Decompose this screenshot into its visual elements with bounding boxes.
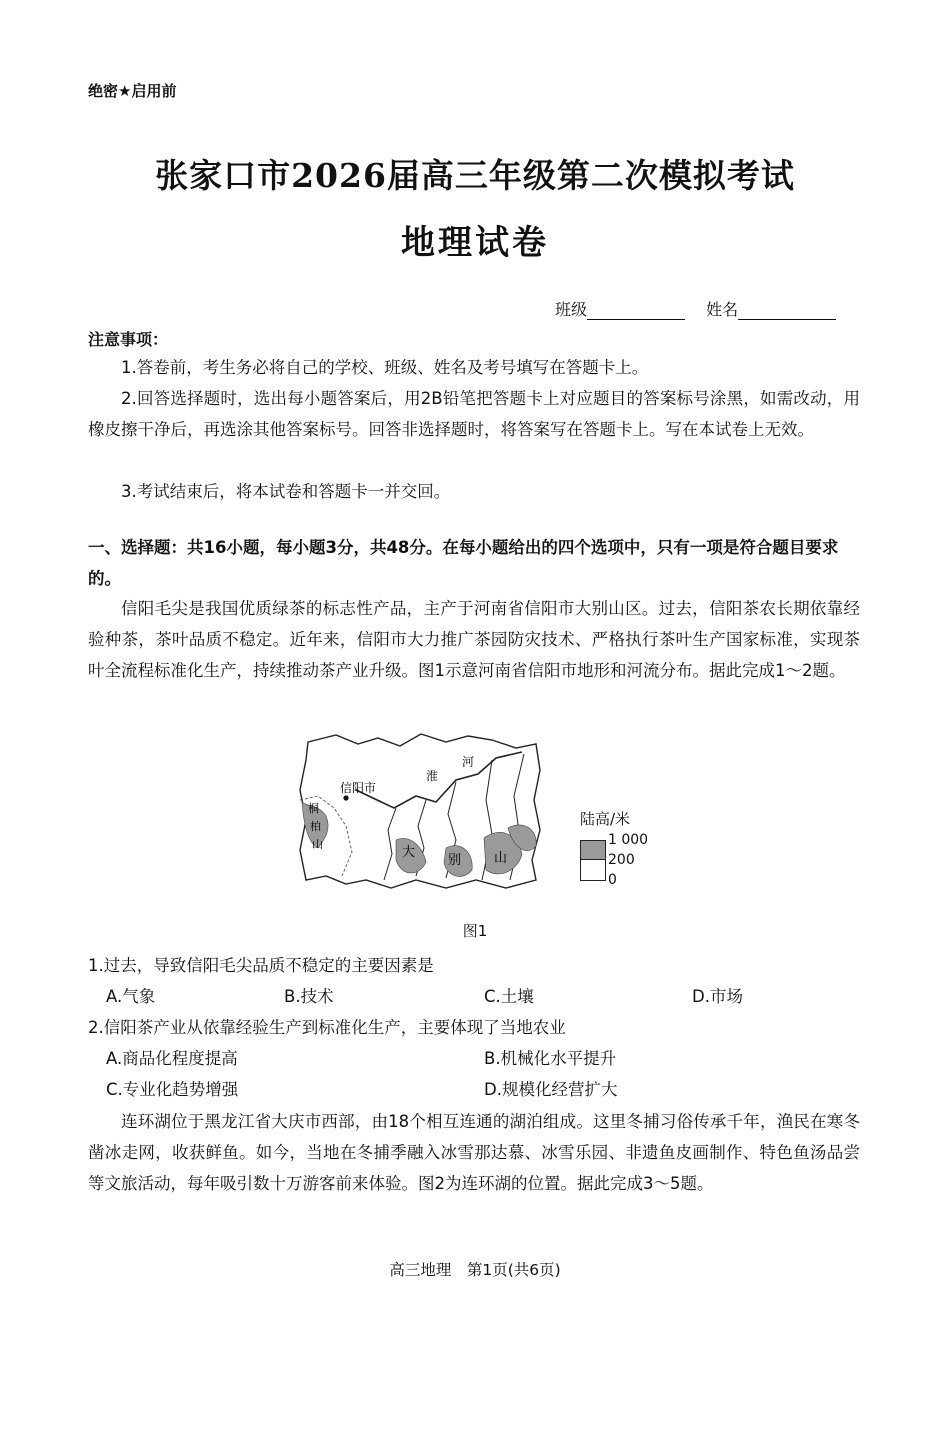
passage-1: 信阳毛尖是我国优质绿茶的标志性产品，主产于河南省信阳市大别山区。过去，信阳茶农长期依靠经验种茶，茶叶品质不稳定。近年来，信阳市大力推广茶园防灾技术、严格执行茶叶生产国家标准，实现茶叶全流程标准化生产，持续推动茶产业升级。图1示意河南省信阳市地形和河流分布。据此完成1～2题。 bbox=[88, 599, 860, 680]
q1-option-b[interactable]: B.技术 bbox=[284, 987, 334, 1006]
name-label: 姓名 bbox=[706, 300, 739, 319]
legend-label-0: 0 bbox=[608, 872, 617, 888]
question-2-stem: 2.信阳茶产业从依靠经验生产到标准化生产，主要体现了当地农业 bbox=[88, 1018, 566, 1037]
mtn-label-bai: 柏 bbox=[310, 820, 321, 833]
class-blank[interactable] bbox=[587, 303, 685, 320]
page-footer: 高三地理 第1页(共6页) bbox=[389, 1261, 561, 1279]
huai-river bbox=[356, 752, 522, 808]
q2-option-a[interactable]: A.商品化程度提高 bbox=[106, 1049, 238, 1068]
legend-swatch-high bbox=[580, 840, 606, 860]
confidential-mark: 绝密★启用前 bbox=[88, 82, 177, 100]
river-label-huai: 淮 bbox=[426, 769, 439, 783]
q2-option-c[interactable]: C.专业化趋势增强 bbox=[106, 1080, 239, 1099]
tributary-1 bbox=[384, 808, 396, 880]
class-label: 班级 bbox=[555, 300, 588, 319]
legend-label-1000: 1 000 bbox=[608, 832, 649, 848]
question-1-stem: 1.过去，导致信阳毛尖品质不稳定的主要因素是 bbox=[88, 956, 434, 975]
q1-option-a[interactable]: A.气象 bbox=[106, 987, 156, 1006]
subject-title: 地理试卷 bbox=[401, 223, 549, 263]
legend-title: 陆高/米 bbox=[580, 810, 631, 828]
q1-option-d[interactable]: D.市场 bbox=[692, 987, 743, 1006]
mtn-label-tong: 桐 bbox=[308, 802, 319, 815]
figure-1-map bbox=[296, 730, 551, 895]
passage-2: 连环湖位于黑龙江省大庆市西部，由18个相互连通的湖泊组成。这里冬捕习俗传承千年，渔民在寒冬凿冰走网，收获鲜鱼。如今，当地在冬捕季融入冰雪那达慕、冰雪乐园、非遗鱼皮画制作、特色鱼汤品尝等文旅活动，每年吸引数十万游客前来体验。图2为连环湖的位置。据此完成3～5题。 bbox=[88, 1112, 860, 1193]
river-label-he: 河 bbox=[462, 755, 475, 769]
section-heading bbox=[88, 532, 863, 594]
notice-item-2: 2.回答选择题时，选出每小题答案后，用2B铅笔把答题卡上对应题目的答案标号涂黑，如需改动，用橡皮擦干净后，再选涂其他答案标号。回答非选择题时，将答案写在答题卡上。写在本试卷上无效。 bbox=[88, 389, 860, 439]
mtn-label-shan: 山 bbox=[312, 838, 323, 851]
figure-1-caption: 图1 bbox=[462, 922, 488, 940]
exam-title: 张家口市2026届高三年级第二次模拟考试 bbox=[155, 156, 795, 195]
city-label: 信阳市 bbox=[340, 781, 377, 795]
section-heading-text: 一、选择题：共16小题，每小题3分，共48分。在每小题给出的四个选项中，只有一项是符合题目要求的。 bbox=[88, 538, 839, 588]
student-info-fields bbox=[555, 297, 852, 320]
q1-option-c[interactable]: C.土壤 bbox=[484, 987, 534, 1006]
q2-option-d[interactable]: D.规模化经营扩大 bbox=[484, 1080, 618, 1099]
xinyang-city-dot bbox=[343, 795, 348, 800]
legend-label-200: 200 bbox=[608, 852, 635, 868]
legend-swatch-low bbox=[580, 859, 606, 881]
dabie-label-da: 大 bbox=[402, 845, 416, 860]
dabie-label-bie: 别 bbox=[448, 853, 462, 868]
q2-option-b[interactable]: B.机械化水平提升 bbox=[484, 1049, 617, 1068]
name-blank[interactable] bbox=[738, 303, 836, 320]
notice-title: 注意事项： bbox=[88, 330, 169, 349]
dabie-label-shan: 山 bbox=[494, 851, 508, 866]
notice-item-1: 1.答卷前，考生务必将自己的学校、班级、姓名及考号填写在答题卡上。 bbox=[121, 358, 649, 377]
notice-item-3: 3.考试结束后，将本试卷和答题卡一并交回。 bbox=[121, 482, 451, 501]
